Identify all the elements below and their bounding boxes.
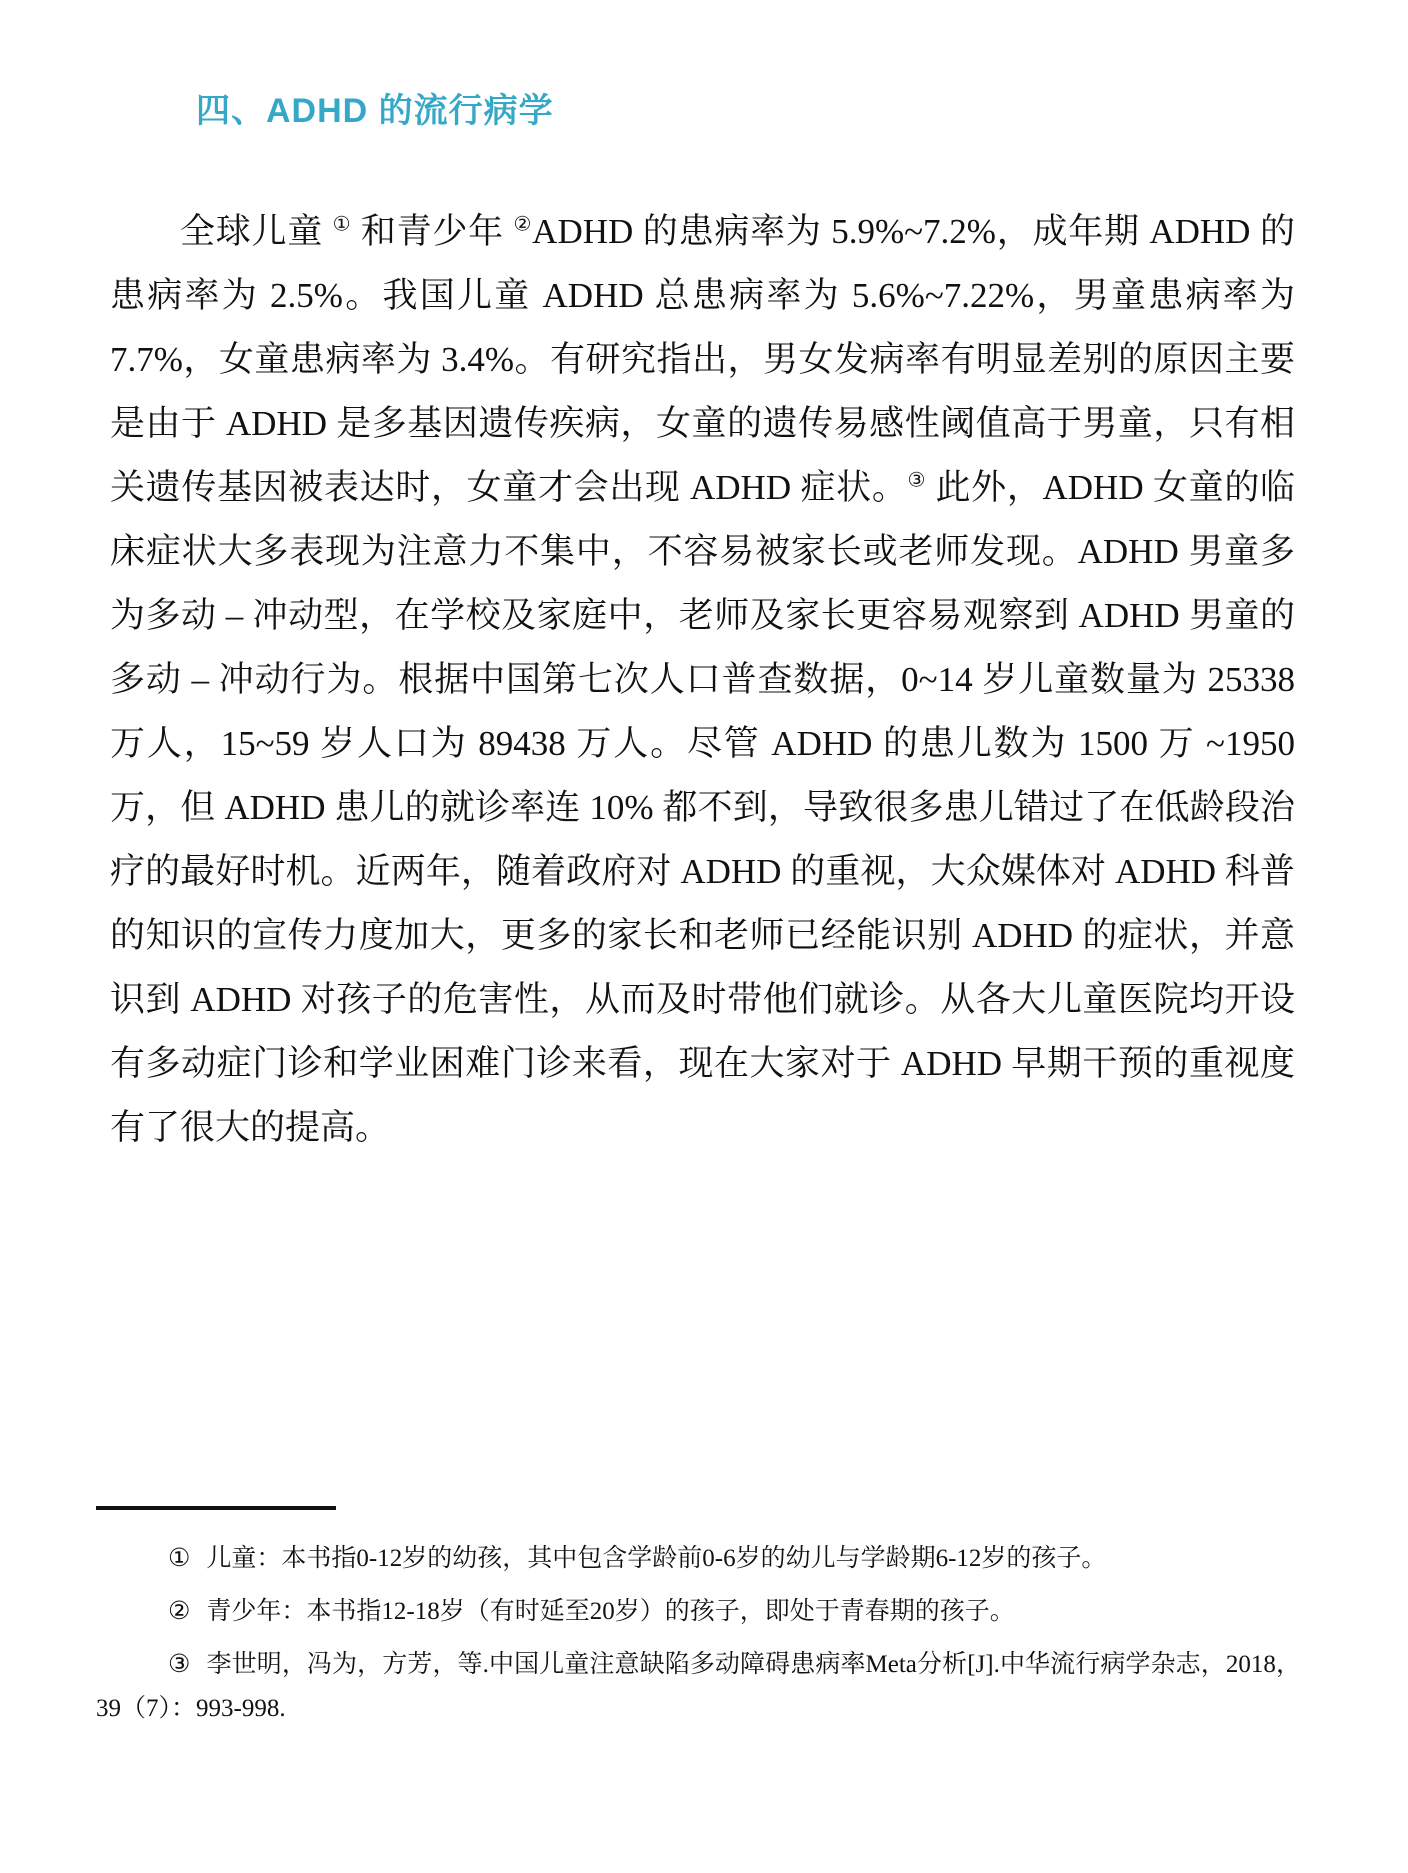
footnote-item [96,1590,1301,1634]
footnote-marker: ① [168,1545,191,1572]
footnote-text: 青少年：本书指12-18岁（有时延至20岁）的孩子，即处于青春期的孩子。 [206,1598,1015,1625]
footnote-list [96,1537,1301,1740]
footnote-marker: ③ [168,1651,191,1678]
footnote-item [96,1537,1301,1581]
footnote-text: 李世明，冯为，方芳，等.中国儿童注意缺陷多动障碍患病率Meta分析[J].中华流行病学杂志，2018，39（7）：993-998. [96,1651,1301,1722]
footnote-separator [96,1506,336,1510]
body-text-block [110,200,1295,1160]
main-paragraph: 全球儿童 ① 和青少年 ②ADHD 的患病率为 5.9%~7.2%，成年期 ADHD 的患病率为 2.5%。我国儿童 ADHD 总患病率为 5.6%~7.22%，男童患病率为 7.7%，女童患病率为 3.4%。有研究指出，男女发病率有明显差别的原因主要是由于 ADHD 是多基因遗传疾病，女童的遗传易感性阈值高于男童，只有相关遗传基因被表达时，女童才会出现 ADHD 症状。③ 此外，ADHD 女童的临床症状大多表现为注意力不集中，不容易被家长或老师发现。ADHD 男童多为多动 – 冲动型，在学校及家庭中，老师及家长更容易观察到 ADHD 男童的多动 – 冲动行为。根据中国第七次人口普查数据，0~14 岁儿童数量为 25338 万人，15~59 岁人口为 89438 万人。尽管 ADHD 的患儿数为 1500 万 ~1950 万，但 ADHD 患儿的就诊率连 10% 都不到，导致很多患儿错过了在低龄段治疗的最好时机。近两年，随着政府对 ADHD 的重视，大众媒体对 ADHD 科普的知识的宣传力度加大，更多的家长和老师已经能识别 ADHD 的症状，并意识到 ADHD 对孩子的危害性，从而及时带他们就诊。从各大儿童医院均开设有多动症门诊和学业困难门诊来看，现在大家对于 ADHD 早期干预的重视度有了很大的提高。 [110,212,1295,1147]
page-title: 四、ADHD 的流行病学 [196,92,554,131]
footnote-item [96,1643,1301,1731]
footnote-text: 儿童：本书指0-12岁的幼孩，其中包含学龄前0-6岁的幼儿与学龄期6-12岁的孩子。 [206,1545,1107,1572]
footnote-marker: ② [168,1598,191,1625]
